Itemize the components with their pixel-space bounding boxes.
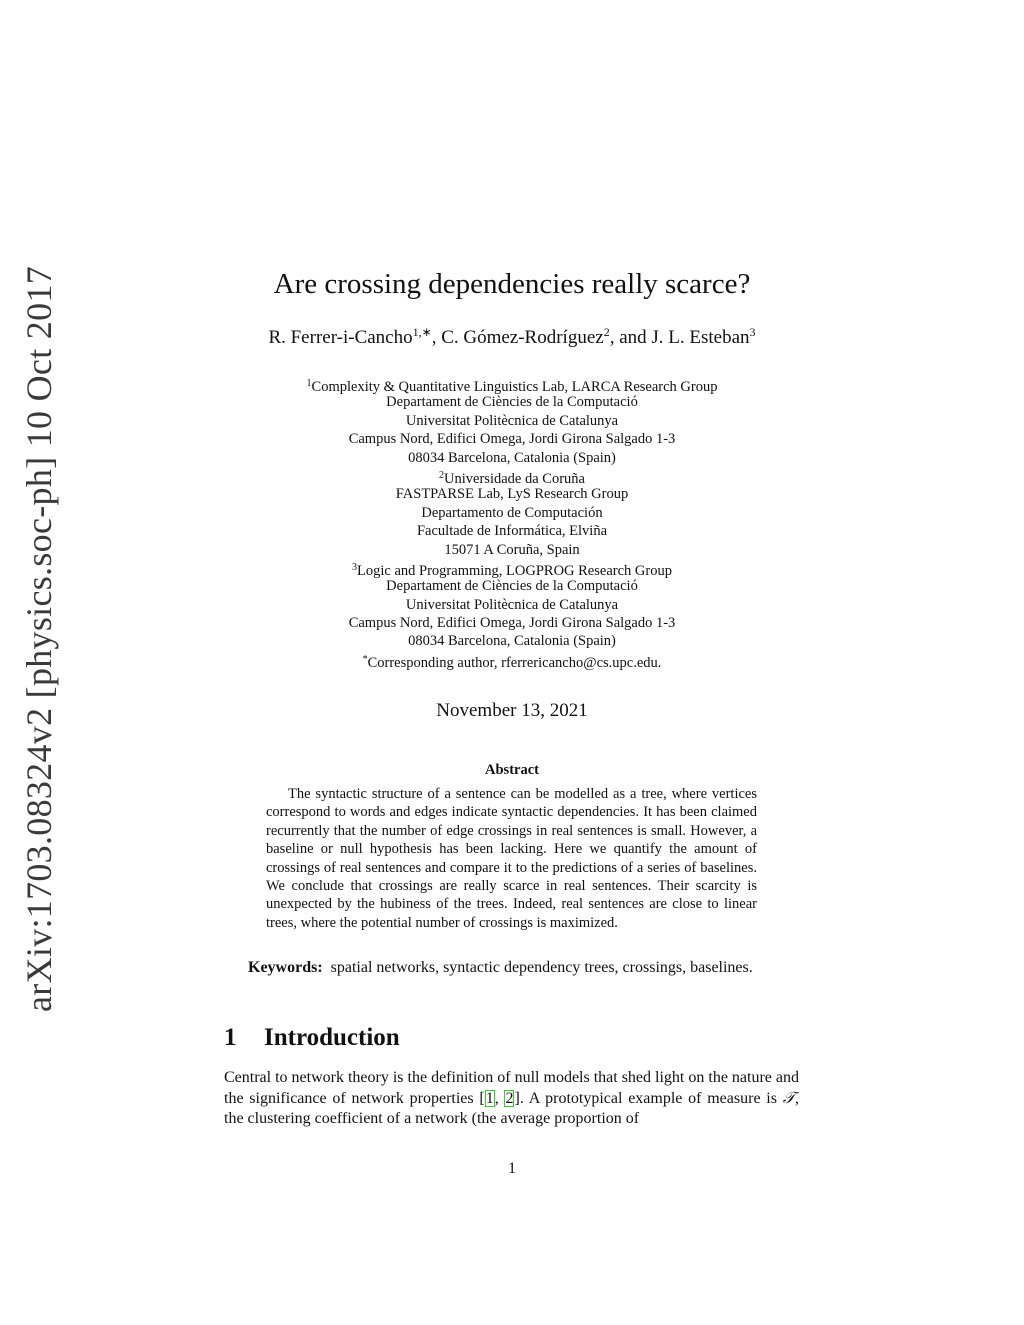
affiliation-line: 08034 Barcelona, Catalonia (Spain) xyxy=(408,449,616,466)
corresponding-author-line: *Corresponding author, rferrericancho@cs.upc.edu. xyxy=(362,653,662,671)
section-number: 1 xyxy=(224,1024,237,1051)
citation-link-1[interactable]: 1 xyxy=(485,1090,494,1107)
section-title: Introduction xyxy=(264,1024,400,1051)
affiliation-line: $^3$Logic and Programming, LOGPROG Research Group xyxy=(352,561,672,579)
citation-link-2[interactable]: 2 xyxy=(505,1090,514,1107)
affiliation-line: $^2$Universidade da Coruña xyxy=(439,469,585,487)
affiliation-line: $^1$Complexity & Quantitative Linguistics Lab, LARCA Research Group xyxy=(306,378,718,395)
author-name: R. Ferrer-i-Cancho xyxy=(268,327,413,348)
keywords-text: spatial networks, syntactic dependency trees, crossings, baselines. xyxy=(330,959,753,976)
author-list: R. Ferrer-i-Cancho$^{1,∗}$, C. Gómez-Rodríguez$^2$, and J. L. Esteban$^3$ xyxy=(268,325,756,348)
author-name: J. L. Esteban xyxy=(651,327,750,348)
keywords-paragraph xyxy=(224,958,799,978)
keywords-label: Keywords: xyxy=(248,959,323,976)
affiliation-line: Departamento de Computación xyxy=(421,504,603,521)
author-mark: 3 xyxy=(749,325,756,339)
affiliation-line: FASTPARSE Lab, LyS Research Group xyxy=(395,486,629,503)
abstract-heading: Abstract xyxy=(485,762,539,778)
affiliation-line: Departament de Ciències de la Computació xyxy=(386,394,638,411)
affiliation-line: 15071 A Coruña, Spain xyxy=(444,541,580,558)
author-mark: 2 xyxy=(603,325,610,339)
section-heading-introduction xyxy=(224,1024,400,1052)
affiliation-line: 08034 Barcelona, Catalonia (Spain) xyxy=(408,633,616,650)
arxiv-sidebar-stamp: arXiv:1703.08324v2 [physics.soc-ph] 10 Oct 2017 xyxy=(19,266,59,1012)
affiliation-line: Campus Nord, Edifici Omega, Jordi Girona Salgado 1-3 xyxy=(348,615,676,632)
author-mark: 1,∗ xyxy=(412,325,432,339)
affiliation-line: Universitat Politècnica de Catalunya xyxy=(405,412,619,429)
page-number: 1 xyxy=(508,1160,516,1177)
affiliation-line: Departament de Ciències de la Computació xyxy=(386,578,638,595)
affiliation-line: Facultade de Informática, Elviña xyxy=(416,523,608,540)
author-name: C. Gómez-Rodríguez xyxy=(441,327,604,348)
affiliation-list xyxy=(0,375,1024,669)
paper-title: Are crossing dependencies really scarce? xyxy=(273,268,751,300)
clustering-symbol: 𝒯 xyxy=(782,1088,796,1107)
affiliation-line: Campus Nord, Edifici Omega, Jordi Girona Salgado 1-3 xyxy=(348,431,676,448)
affiliation-line: Universitat Politècnica de Catalunya xyxy=(405,596,619,613)
introduction-paragraph: Central to network theory is the definition of null models that shed light on the nature and the significance of network properties [1, 2]. A prototypical example of measure is 𝒯, the clustering coefficient of a network (the average proportion of xyxy=(224,1069,800,1127)
abstract-text: The syntactic structure of a sentence can be modelled as a tree, where vertices correspond to words and edges indicate syntactic dependencies. It has been claimed recurrently that the number of edge crossings in real sentences is small. However, a baseline or null hypothesis has been lacking. Here we quantify the amount of crossings of real sentences and compare it to the predictions of a series of baselines. We conclude that crossings are really scarce in real sentences. Their scarcity is unexpected by the hubiness of the trees. Indeed, real sentences are close to linear trees, where the potential number of crossings is maximized. xyxy=(266,786,757,931)
paper-date: November 13, 2021 xyxy=(436,700,588,721)
